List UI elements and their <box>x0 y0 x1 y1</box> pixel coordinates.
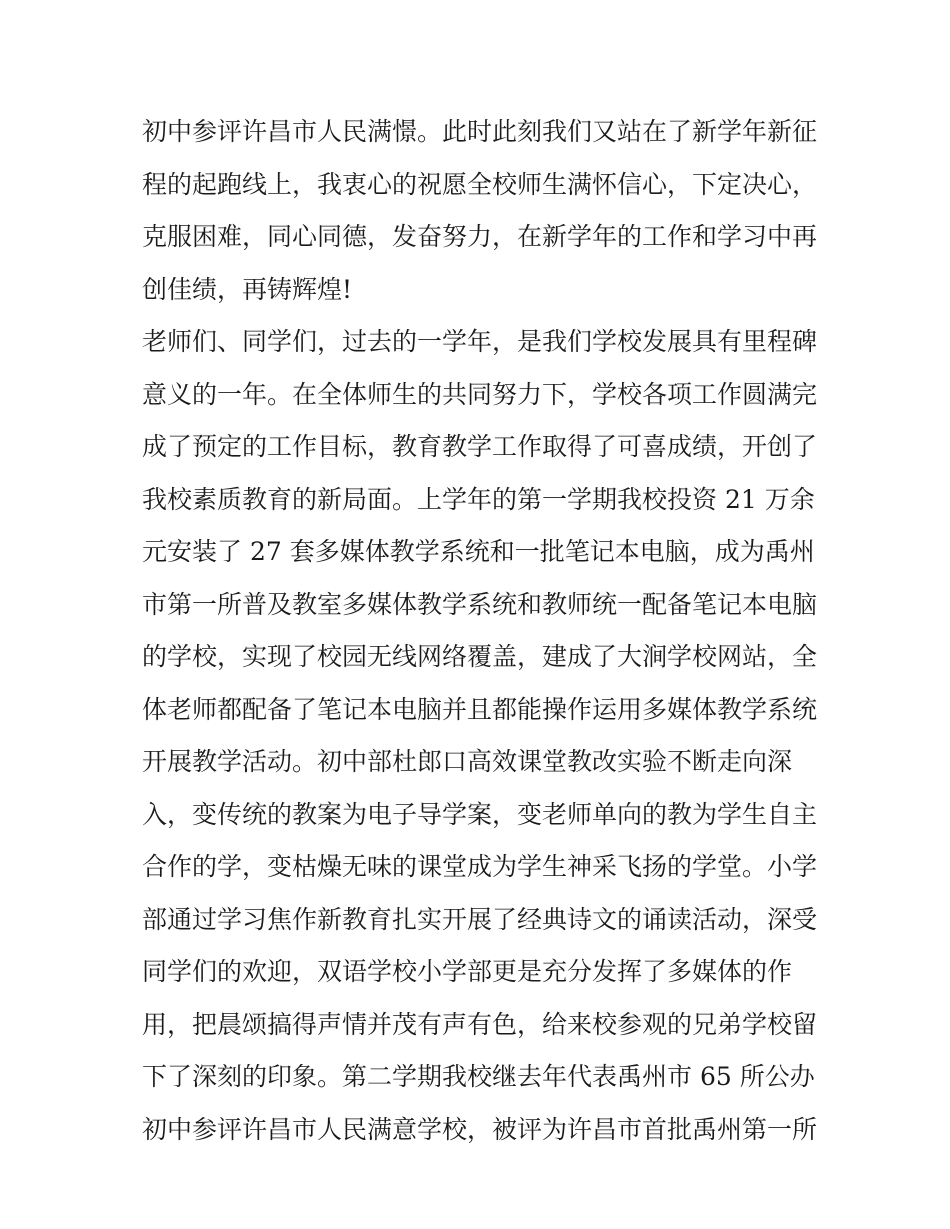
text-line-12: 体老师都配备了笔记本电脑并且都能操作运用多媒体教学系统 <box>142 694 818 724</box>
text-line-5: 老师们、同学们，过去的一学年，是我们学校发展具有里程碑 <box>142 327 818 356</box>
text-line-20: 初中参评许昌市人民满意学校，被评为许昌市首批禹州第一所 <box>142 1114 818 1144</box>
text-line-11: 的学校，实现了校园无线网络覆盖，建成了大涧学校网站，全 <box>142 642 818 671</box>
text-line-3: 克服困难，同心同德，发奋努力，在新学年的工作和学习中再 <box>142 222 818 251</box>
text-line-1: 初中参评许昌市人民满憬。此时此刻我们又站在了新学年新征 <box>142 117 818 146</box>
text-line-6: 意义的一年。在全体师生的共同努力下，学校各项工作圆满完 <box>142 379 818 409</box>
text-line-17: 同学们的欢迎，双语学校小学部更是充分发挥了多媒体的作 <box>142 957 793 986</box>
text-line-13: 开展教学活动。初中部杜郎口高效课堂教改实验不断走向深 <box>142 747 793 776</box>
body-text <box>142 106 822 1156</box>
text-line-2: 程的起跑线上，我衷心的祝愿全校师生满怀信心，下定决心， <box>142 169 818 199</box>
text-line-18: 用，把晨颂搞得声情并茂有声有色，给来校参观的兄弟学校留 <box>142 1009 818 1039</box>
text-line-16: 部通过学习焦作新教育扎实开展了经典诗文的诵读活动，深受 <box>142 904 818 934</box>
text-line-7: 成了预定的工作目标，教育教学工作取得了可喜成绩，开创了 <box>142 432 818 461</box>
text-line-9: 元安装了 27 套多媒体教学系统和一批笔记本电脑，成为禹州 <box>142 537 815 566</box>
text-line-15: 合作的学，变枯燥无味的课堂成为学生神采飞扬的学堂。小学 <box>142 852 818 881</box>
text-line-10: 市第一所普及教室多媒体教学系统和教师统一配备笔记本电脑 <box>142 589 818 619</box>
text-line-14: 入，变传统的教案为电子导学案，变老师单向的教为学生自主 <box>142 799 818 829</box>
text-line-8: 我校素质教育的新局面。上学年的第一学期我校投资 21 万余 <box>142 484 815 514</box>
text-line-19: 下了深刻的印象。第二学期我校继去年代表禹州市 65 所公办 <box>142 1062 815 1091</box>
text-line-4: 创佳绩，再铸辉煌! <box>142 274 353 304</box>
